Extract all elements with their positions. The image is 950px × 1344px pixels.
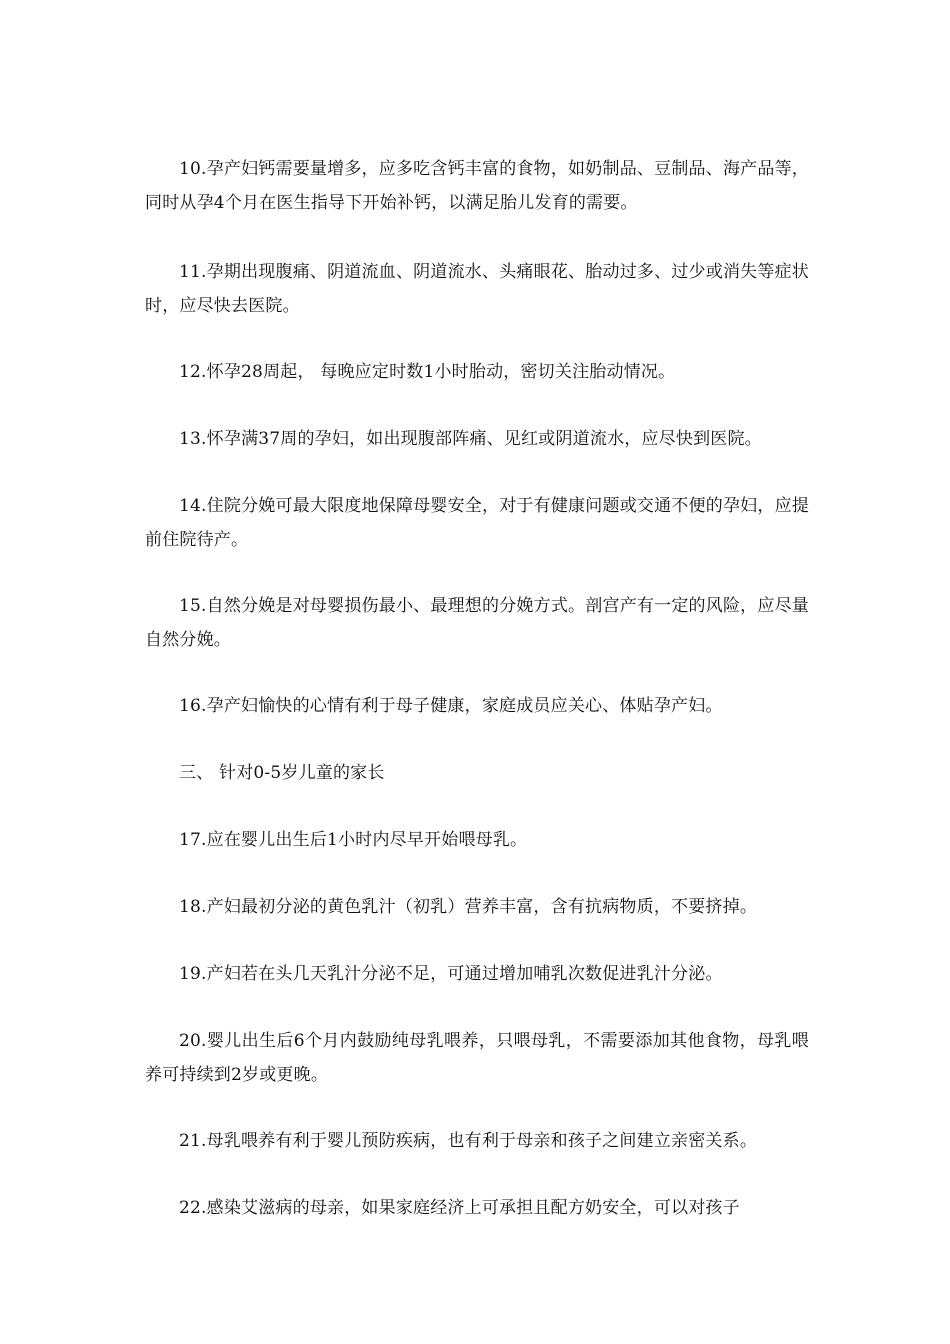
paragraph-10: 10.孕产妇钙需要量增多，应多吃含钙丰富的食物，如奶制品、豆制品、海产品等，同时从孕4个月在医生指导下开始补钙，以满足胎儿发育的需要。 (145, 159, 809, 213)
paragraph-20: 20.婴儿出生后6个月内鼓励纯母乳喂养，只喂母乳，不需要添加其他食物，母乳喂养可持续到2岁或更晚。 (145, 1031, 809, 1085)
paragraph-15: 15.自然分娩是对母婴损伤最小、最理想的分娩方式。剖宫产有一定的风险，应尽量自然分娩。 (145, 596, 809, 650)
paragraph-13: 13.怀孕满37周的孕妇，如出现腹部阵痛、见红或阴道流水，应尽快到医院。 (179, 429, 762, 449)
paragraph-17: 17.应在婴儿出生后1小时内尽早开始喂母乳。 (179, 830, 528, 850)
paragraph-19: 19.产妇若在头几天乳汁分泌不足，可通过增加哺乳次数促进乳汁分泌。 (179, 964, 723, 984)
paragraph-22: 22.感染艾滋病的母亲，如果家庭经济上可承担且配方奶安全，可以对孩子 (179, 1198, 740, 1218)
paragraph-12: 12.怀孕28周起， 每晚应定时数1小时胎动，密切关注胎动情况。 (179, 362, 676, 382)
section-heading-3: 三、 针对0-5岁儿童的家长 (179, 763, 385, 783)
paragraph-11: 11.孕期出现腹痛、阴道流血、阴道流水、头痛眼花、胎动过多、过少或消失等症状时，应尽快去医院。 (145, 262, 809, 316)
paragraph-14: 14.住院分娩可最大限度地保障母婴安全，对于有健康问题或交通不便的孕妇，应提前住院待产。 (145, 496, 809, 550)
paragraph-21: 21.母乳喂养有利于婴儿预防疾病，也有利于母亲和孩子之间建立亲密关系。 (179, 1131, 758, 1151)
paragraph-18: 18.产妇最初分泌的黄色乳汁（初乳）营养丰富，含有抗病物质，不要挤掉。 (179, 897, 758, 917)
paragraph-16: 16.孕产妇愉快的心情有利于母子健康，家庭成员应关心、体贴孕产妇。 (179, 696, 723, 716)
